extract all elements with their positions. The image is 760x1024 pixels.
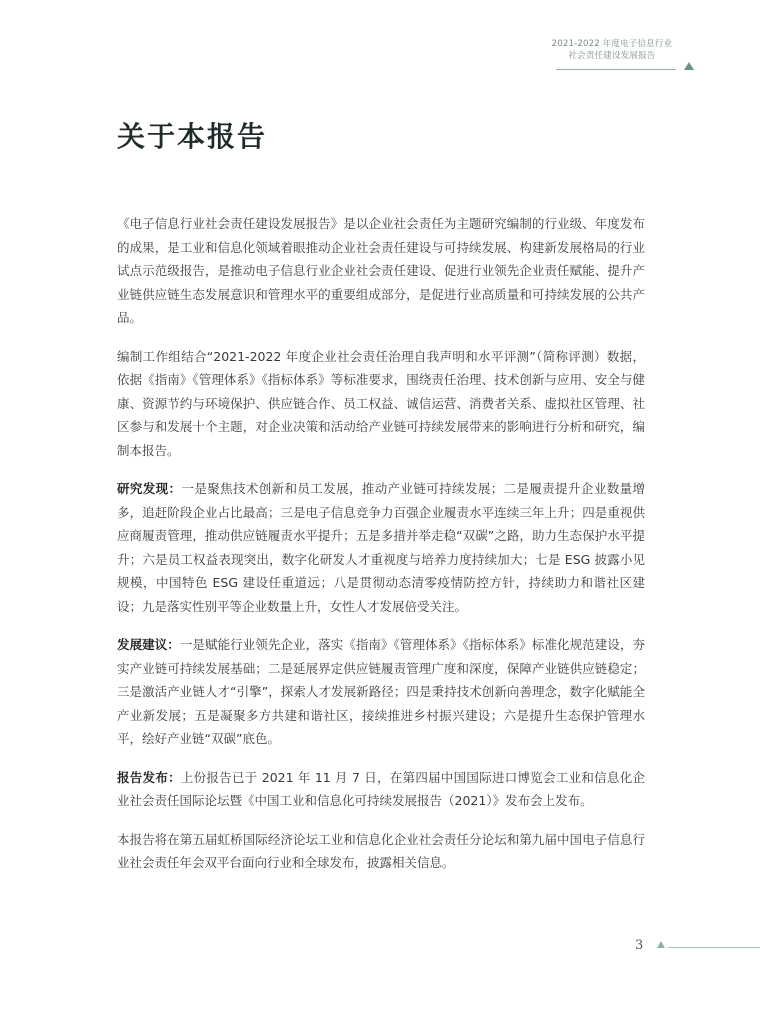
header-divider bbox=[556, 69, 676, 70]
release-text: 上份报告已于 2021 年 11 月 7 日，在第四届中国国际进口博览会工业和信息化企业社会责任国际论坛暨《中国工业和信息化可持续发展报告（2021）》发布会上发布。 bbox=[117, 769, 645, 808]
paragraph-intro: 《电子信息行业社会责任建设发展报告》是以企业社会责任为主题研究编制的行业级、年度发布的成果，是工业和信息化领域着眼推动企业社会责任建设与可持续发展、构建新发展格局的行业试点示范级报告，是推动电子信息行业企业社会责任建设、促进行业领先企业责任赋能、提升产业链供应链生态发展意识和管理水平的重要组成部分，是促进行业高质量和可持续发展的公共产品。 bbox=[117, 216, 645, 325]
release-label: 报告发布： bbox=[117, 769, 181, 785]
header-triangle-icon bbox=[684, 62, 694, 70]
body-content bbox=[117, 212, 645, 890]
paragraph-findings bbox=[117, 477, 645, 618]
findings-label: 研究发现： bbox=[117, 481, 182, 496]
page-title: 关于本报告 bbox=[117, 120, 268, 153]
footer-divider bbox=[668, 947, 760, 948]
recommendations-text: 一是赋能行业领先企业，落实《指南》《管理体系》《指标体系》标准化规范建设，夯实产业链可持续发展基础；二是延展界定供应链履责管理广度和深度，保障产业链供应链稳定；三是激活产业链人才“引擎”，探索人才发展新路径；四是秉持技术创新向善理念，数字化赋能全产业新发展；五是凝聚多方共建和谐社区，接续推进乡村振兴建设；六是提升生态保护管理水平，绘好产业链“双碳”底色。 bbox=[117, 637, 645, 746]
page-number: 3 bbox=[635, 938, 644, 953]
header-line-2: 社会责任建设发展报告 bbox=[568, 51, 656, 61]
header-line-1: 2021-2022 年度电子信息行业 bbox=[551, 39, 673, 49]
paragraph-publication: 本报告将在第五届虹桥国际经济论坛工业和信息化企业社会责任分论坛和第九届中国电子信息行业社会责任年会双平台面向行业和全球发布，披露相关信息。 bbox=[117, 831, 645, 870]
paragraph-release bbox=[117, 766, 645, 813]
running-header bbox=[512, 38, 712, 62]
footer-triangle-icon bbox=[657, 941, 665, 948]
paragraph-recommendations bbox=[117, 633, 645, 751]
findings-text: 一是聚焦技术创新和员工发展，推动产业链可持续发展；二是履责提升企业数量增多，追赶阶段企业占比最高；三是电子信息竞争力百强企业履责水平连续三年上升；四是重视供应商履责管理，推动供应链履责水平提升；五是多措并举走稳“双碳”之路，助力生态保护水平提升；六是员工权益表现突出，数字化研发人才重视度与培养力度持续加大；七是 ESG 披露小见规模，中国特色 ESG 建设任重道远；八是贯彻动态清零疫情防控方针，持续助力和谐社区建设；九是落实性别平等企业数量上升，女性人才发展倍受关注。 bbox=[117, 481, 645, 614]
recommendations-label: 发展建议： bbox=[117, 637, 180, 652]
paragraph-methodology: 编制工作组结合“2021-2022 年度企业社会责任治理自我声明和水平评测”（简称评测）数据，依据《指南》《管理体系》《指标体系》等标准要求，围绕责任治理、技术创新与应用、安全与健康、资源节约与环境保护、供应链合作、员工权益、诚信运营、消费者关系、虚拟社区管理、社区参与和发展十个主题，对企业决策和活动给产业链可持续发展带来的影响进行分析和研究，编制本报告。 bbox=[117, 348, 645, 458]
